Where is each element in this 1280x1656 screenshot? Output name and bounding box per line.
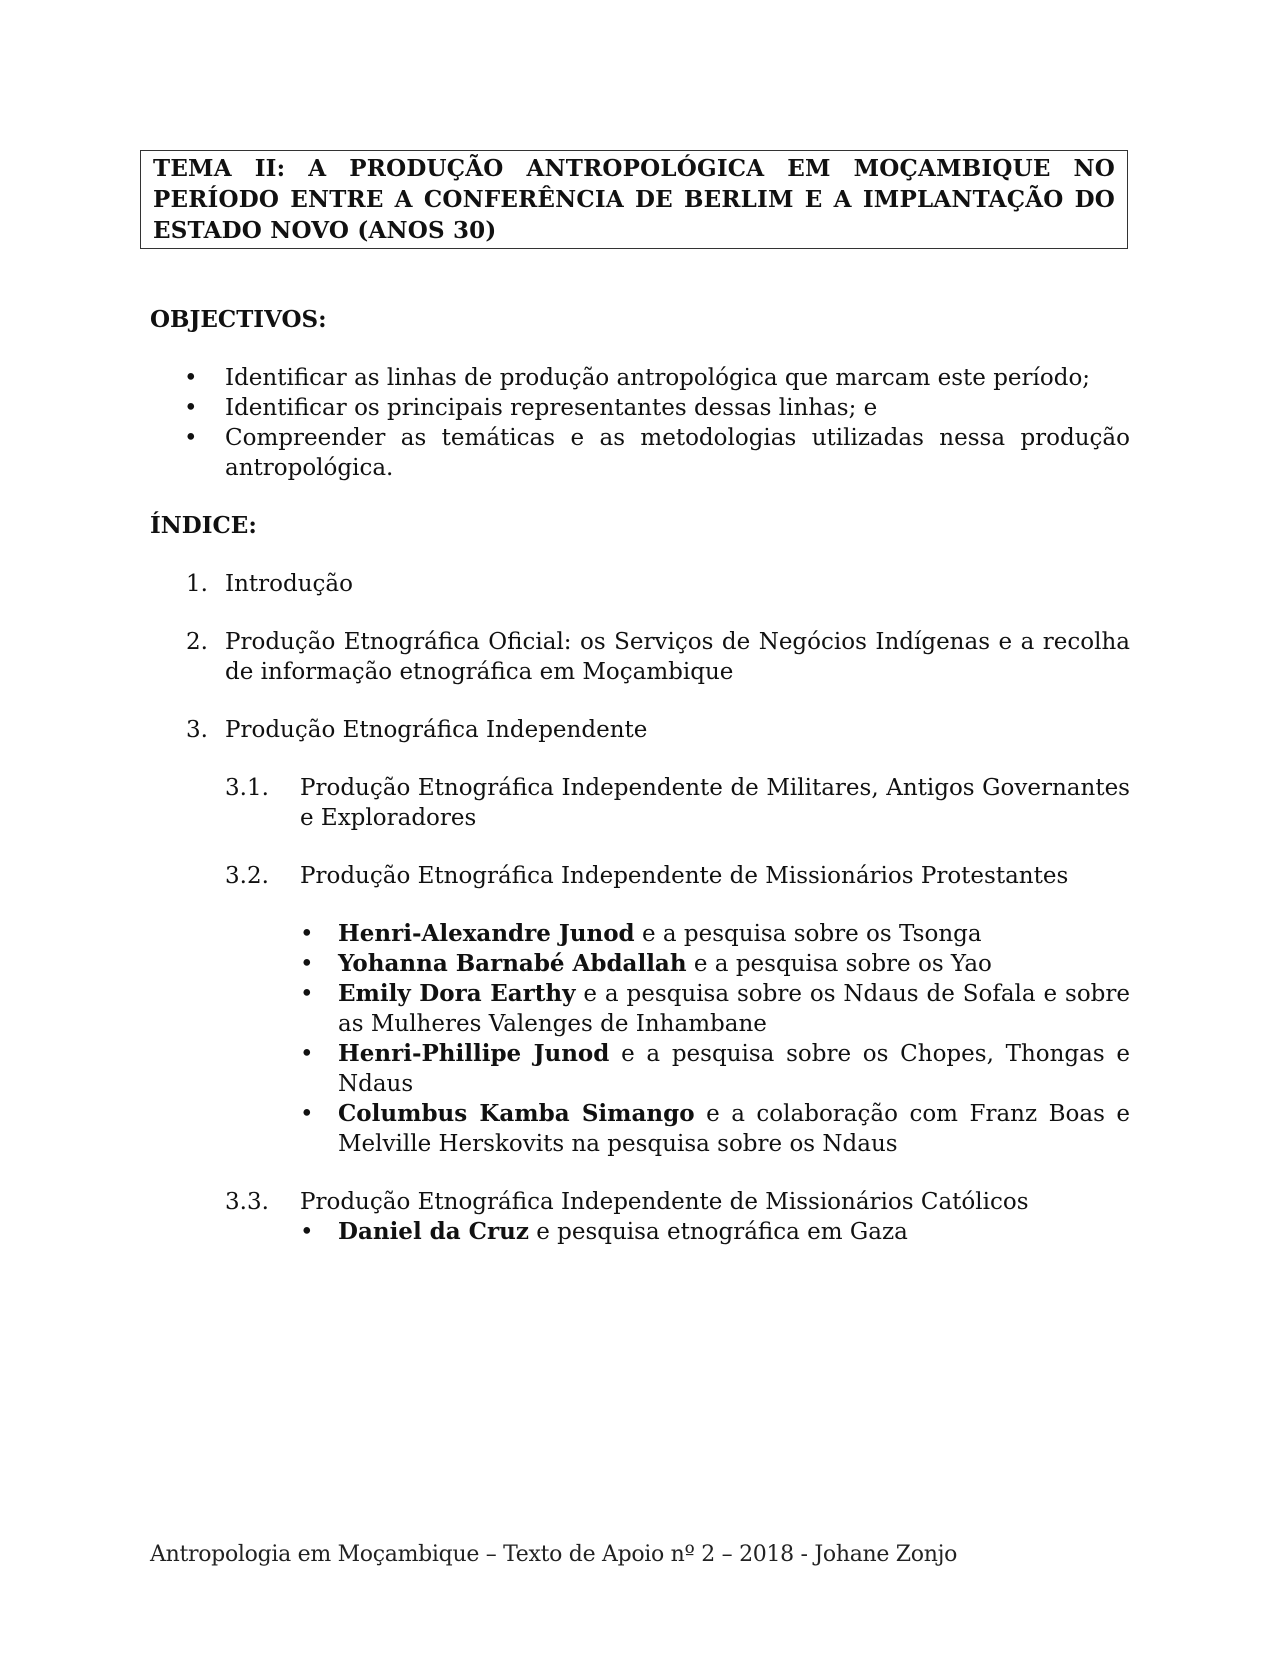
- person-name: Daniel da Cruz: [338, 1218, 529, 1245]
- list-item: • Compreender as temáticas e as metodologias utilizadas nessa produção antropológica.: [184, 425, 1130, 481]
- item-number: 3.1.: [225, 775, 269, 801]
- person-name: Yohanna Barnabé Abdallah: [338, 950, 687, 977]
- title-box: [140, 150, 1128, 249]
- item-number: 3.3.: [225, 1189, 269, 1215]
- item-number: 3.: [186, 717, 208, 743]
- bullet-icon: •: [300, 981, 314, 1007]
- objectives-heading: OBJECTIVOS:: [150, 306, 327, 333]
- document-title: TEMA II: A PRODUÇÃO ANTROPOLÓGICA EM MOÇAMBIQUE NO PERÍODO ENTRE A CONFERÊNCIA DE BERLIM E A IMPLANTAÇÃO DO ESTADO NOVO (ANOS 30): [153, 155, 1115, 244]
- index-item-1: 1. Introdução: [186, 571, 353, 597]
- bullet-icon: •: [300, 1219, 314, 1245]
- bullet-icon: •: [184, 395, 198, 421]
- list-item: • Columbus Kamba Simango e a colaboração com Franz Boas e Melville Herskovits na pesquisa sobre os Ndaus: [300, 1100, 1130, 1157]
- list-item: • Henri-Phillipe Junod e a pesquisa sobre os Chopes, Thongas e Ndaus: [300, 1040, 1130, 1097]
- list-item: • Henri-Alexandre Junod e a pesquisa sobre os Tsonga: [300, 920, 982, 947]
- bullet-icon: •: [300, 951, 314, 977]
- bullet-icon: •: [300, 1041, 314, 1067]
- bullet-icon: •: [184, 425, 198, 451]
- item-number: 3.2.: [225, 863, 269, 889]
- index-item-2: 2. Produção Etnográfica Oficial: os Serviços de Negócios Indígenas e a recolha de informação etnográfica em Moçambique: [186, 629, 1130, 685]
- person-name: Columbus Kamba Simango: [338, 1100, 695, 1127]
- objectives-list: [150, 363, 1130, 483]
- person-name: Henri-Alexandre Junod: [338, 920, 635, 947]
- person-name: Henri-Phillipe Junod: [338, 1040, 610, 1067]
- bullet-icon: •: [184, 365, 198, 391]
- index-item-3-2: 3.2. Produção Etnográfica Independente de Missionários Protestantes: [225, 863, 1069, 889]
- index-item-3-1: 3.1. Produção Etnográfica Independente de Militares, Antigos Governantes e Exploradores: [225, 775, 1130, 831]
- catholic-missionaries-list: [150, 1217, 1130, 1247]
- protestant-missionaries-list: [150, 919, 1130, 1159]
- page-footer: Antropologia em Moçambique – Texto de Apoio nº 2 – 2018 - Johane Zonjo: [150, 1542, 958, 1567]
- index-heading: ÍNDICE:: [150, 512, 257, 539]
- list-item: • Identificar os principais representantes dessas linhas; e: [184, 395, 878, 421]
- index-item-3: 3. Produção Etnográfica Independente: [186, 717, 648, 743]
- document-page: [150, 150, 1130, 1247]
- item-number: 2.: [186, 629, 208, 655]
- item-number: 1.: [186, 571, 208, 597]
- index-item-3-3: 3.3. Produção Etnográfica Independente de Missionários Católicos: [225, 1189, 1029, 1215]
- list-item: • Daniel da Cruz e pesquisa etnográfica em Gaza: [300, 1218, 908, 1245]
- bullet-icon: •: [300, 921, 314, 947]
- person-name: Emily Dora Earthy: [338, 980, 576, 1007]
- list-item: • Yohanna Barnabé Abdallah e a pesquisa sobre os Yao: [300, 950, 992, 977]
- bullet-icon: •: [300, 1101, 314, 1127]
- list-item: • Identificar as linhas de produção antropológica que marcam este período;: [184, 365, 1091, 391]
- list-item: • Emily Dora Earthy e a pesquisa sobre os Ndaus de Sofala e sobre as Mulheres Valenges de Inhambane: [300, 980, 1131, 1037]
